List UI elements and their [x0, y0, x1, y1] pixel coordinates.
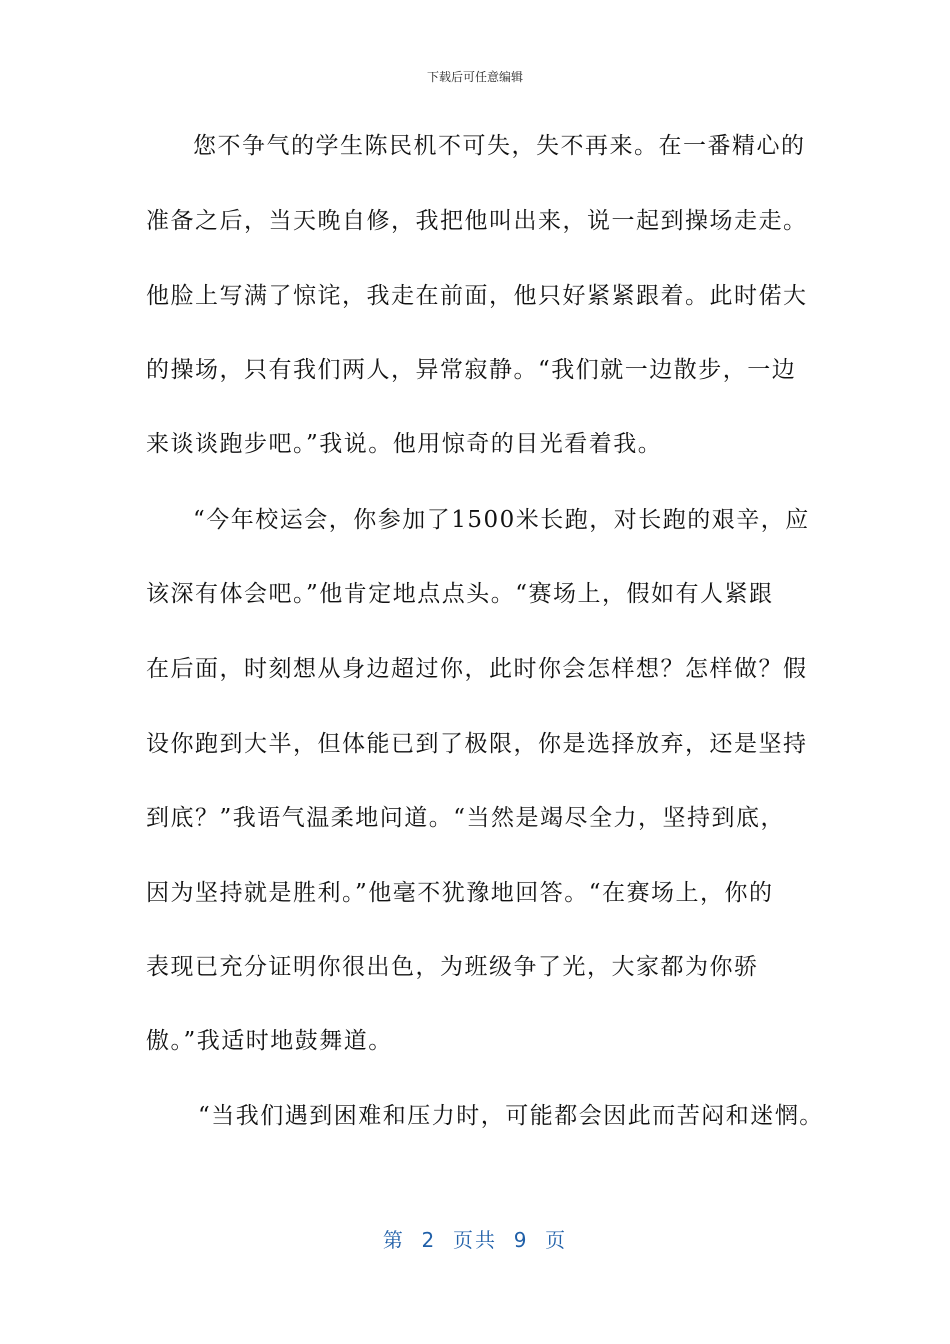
text-line: 的操场，只有我们两人，异常寂静。“我们就一边散步，一边: [146, 357, 797, 383]
text-line: 因为坚持就是胜利。”他毫不犹豫地回答。“在赛场上，你的: [146, 880, 774, 906]
text-line: 该深有体会吧。”他肯定地点点头。“赛场上，假如有人紧跟: [146, 581, 774, 607]
page-number-footer: 第 2 页共 9 页: [382, 1228, 568, 1252]
text-line: 到底？”我语气温柔地问道。“当然是竭尽全力，坚持到底，: [146, 805, 786, 831]
text-line: “当我们遇到困难和压力时，可能都会因此而苦闷和迷惘。: [198, 1103, 824, 1129]
text-line: 来谈谈跑步吧。”我说。他用惊奇的目光看着我。: [146, 431, 663, 457]
text-line: 准备之后，当天晚自修，我把他叫出来，说一起到操场走走。: [146, 208, 808, 234]
text-line: 在后面，时刻想从身边超过你，此时你会怎样想？怎样做？假: [146, 656, 808, 682]
header-note: 下载后可任意编辑: [426, 70, 523, 84]
text-line: 表现已充分证明你很出色，为班级争了光，大家都为你骄: [146, 954, 759, 980]
text-line: “今年校运会，你参加了1500米长跑，对长跑的艰辛，应: [193, 507, 810, 533]
text-line: 您不争气的学生陈民机不可失，失不再来。在一番精心的: [193, 133, 806, 159]
text-line: 设你跑到大半，但体能已到了极限，你是选择放弃，还是坚持: [146, 731, 808, 757]
text-line: 傲。”我适时地鼓舞道。: [146, 1028, 393, 1054]
text-line: 他脸上写满了惊诧，我走在前面，他只好紧紧跟着。此时偌大: [146, 283, 808, 309]
